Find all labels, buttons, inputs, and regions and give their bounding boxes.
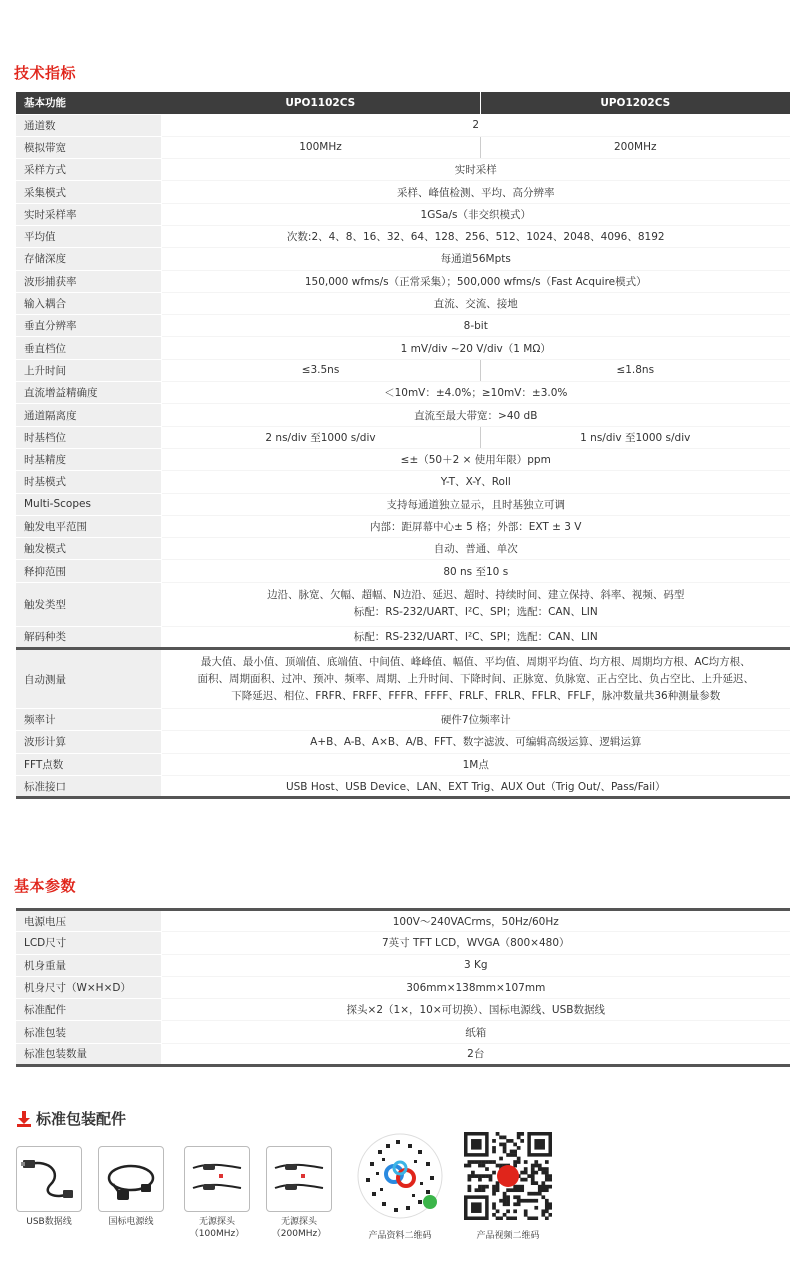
spec-value: ≤±（50＋2 × 使用年限）ppm <box>161 448 790 470</box>
spec-value: 采样、峰值检测、平均、高分辨率 <box>161 181 790 203</box>
spec-key: 波形计算 <box>16 731 161 753</box>
spec-row <box>16 292 790 314</box>
spec-row <box>16 248 790 270</box>
spec-key: 释抑范围 <box>16 560 161 582</box>
spec-key: 直流增益精确度 <box>16 382 161 404</box>
spec-value-model-1: 100MHz <box>161 136 480 158</box>
spec-value: 标配：RS-232/UART、I²C、SPI；选配：CAN、LIN <box>161 626 790 648</box>
spec-row <box>16 626 790 648</box>
product-docs-qr[interactable] <box>350 1132 450 1241</box>
spec-row <box>16 225 790 247</box>
spec-row <box>16 560 790 582</box>
basic-section-title: 基本参数 <box>14 877 77 895</box>
accessory-power-cord <box>98 1146 164 1228</box>
accessory-label <box>266 1216 332 1240</box>
spec-key: 触发电平范围 <box>16 515 161 537</box>
mini-program-qr-icon <box>356 1132 444 1220</box>
accessory-probe-200 <box>266 1146 332 1240</box>
spec-row <box>16 515 790 537</box>
basic-value: 2台 <box>161 1043 790 1065</box>
power-cord-icon <box>98 1146 164 1212</box>
accessory-label-line2: （100MHz） <box>189 1229 245 1239</box>
spec-key: 标准接口 <box>16 775 161 797</box>
spec-key: 时基档位 <box>16 426 161 448</box>
spec-value: 80 ns 至10 s <box>161 560 790 582</box>
spec-value: 2 <box>161 114 790 136</box>
spec-value: 次数:2、4、8、16、32、64、128、256、512、1024、2048、4096、8192 <box>161 225 790 247</box>
header-model-1: UPO1102CS <box>161 92 480 114</box>
spec-row <box>16 203 790 225</box>
spec-key: 触发模式 <box>16 538 161 560</box>
product-video-qr[interactable] <box>458 1132 558 1241</box>
spec-row <box>16 493 790 515</box>
accessories-title-text: 标准包装配件 <box>36 1110 127 1128</box>
spec-value-model-2: ≤1.8ns <box>480 359 790 381</box>
spec-key: 时基精度 <box>16 448 161 470</box>
header-model-2: UPO1202CS <box>480 92 790 114</box>
basic-row <box>16 976 790 998</box>
spec-value-line: 下降延迟、相位、FRFR、FRFF、FFFR、FFFF、FRLF、FRLR、FFLR、FFLF，脉冲数量共36种测量参数 <box>231 689 721 702</box>
spec-key: 通道隔离度 <box>16 404 161 426</box>
spec-row <box>16 136 790 158</box>
spec-row <box>16 181 790 203</box>
spec-row <box>16 426 790 448</box>
spec-value: 每通道56Mpts <box>161 248 790 270</box>
spec-value: USB Host、USB Device、LAN、EXT Trig、AUX Out（Trig Out/、Pass/Fail） <box>161 775 790 797</box>
spec-row <box>16 404 790 426</box>
basic-row <box>16 932 790 954</box>
basic-row <box>16 1043 790 1065</box>
spec-key: 触发类型 <box>16 582 161 626</box>
qr-label: 产品资料二维码 <box>368 1231 432 1241</box>
basic-key: 机身尺寸（W×H×D） <box>16 976 161 998</box>
spec-value: 1M点 <box>161 753 790 775</box>
spec-key: 自动测量 <box>16 649 161 709</box>
accessory-label: 国标电源线 <box>108 1217 154 1227</box>
accessories-title <box>16 1108 126 1129</box>
spec-key: 波形捕获率 <box>16 270 161 292</box>
spec-key: 垂直档位 <box>16 337 161 359</box>
basic-row <box>16 1021 790 1043</box>
spec-key: 实时采样率 <box>16 203 161 225</box>
spec-key: 采样方式 <box>16 159 161 181</box>
probe-icon <box>266 1146 332 1212</box>
spec-value: A+B、A-B、A×B、A/B、FFT、数字滤波、可编辑高级运算、逻辑运算 <box>161 731 790 753</box>
spec-value: Y-T、X-Y、Roll <box>161 471 790 493</box>
spec-key: 频率计 <box>16 709 161 731</box>
basic-key: 标准配件 <box>16 999 161 1021</box>
spec-key: 垂直分辨率 <box>16 315 161 337</box>
accessory-usb-cable <box>16 1146 82 1228</box>
basic-key: 电源电压 <box>16 910 161 932</box>
spec-row <box>16 775 790 797</box>
spec-value: 支持每通道独立显示，且时基独立可调 <box>161 493 790 515</box>
spec-key: 上升时间 <box>16 359 161 381</box>
spec-row <box>16 731 790 753</box>
spec-section-title: 技术指标 <box>14 64 77 82</box>
basic-params-table <box>16 908 790 1067</box>
spec-row <box>16 359 790 381</box>
spec-row <box>16 753 790 775</box>
basic-row <box>16 999 790 1021</box>
spec-value-model-1: ≤3.5ns <box>161 359 480 381</box>
qr-label: 产品视频二维码 <box>476 1231 540 1241</box>
spec-key: 时基模式 <box>16 471 161 493</box>
spec-value-model-2: 200MHz <box>480 136 790 158</box>
spec-value: 8-bit <box>161 315 790 337</box>
spec-row <box>16 649 790 709</box>
spec-key: 输入耦合 <box>16 292 161 314</box>
basic-value: 7英寸 TFT LCD，WVGA（800×480） <box>161 932 790 954</box>
spec-key: FFT点数 <box>16 753 161 775</box>
spec-key: 平均值 <box>16 225 161 247</box>
basic-value: 纸箱 <box>161 1021 790 1043</box>
spec-value: ＜10mV：±4.0%；≥10mV：±3.0% <box>161 382 790 404</box>
spec-value-line: 边沿、脉宽、欠幅、超幅、N边沿、延迟、超时、持续时间、建立保持、斜率、视频、码型 <box>267 589 685 602</box>
spec-value: 内部：距屏幕中心± 5 格；外部：EXT ± 3 V <box>161 515 790 537</box>
spec-key: 模拟带宽 <box>16 136 161 158</box>
spec-key: 解码种类 <box>16 626 161 648</box>
spec-value <box>161 582 790 626</box>
basic-key: 标准包装数量 <box>16 1043 161 1065</box>
spec-value: 直流、交流、接地 <box>161 292 790 314</box>
spec-key: 采集模式 <box>16 181 161 203</box>
accessory-label-line1: 无源探头 <box>280 1217 317 1227</box>
basic-value: 100V～240VACrms，50Hz/60Hz <box>161 910 790 932</box>
spec-value: 1GSa/s（非交织模式） <box>161 203 790 225</box>
accessory-label <box>184 1216 250 1240</box>
spec-row <box>16 448 790 470</box>
spec-value: 150,000 wfms/s（正常采集）；500,000 wfms/s（Fast Acquire模式） <box>161 270 790 292</box>
accessory-label-line1: 无源探头 <box>198 1217 235 1227</box>
spec-value: 直流至最大带宽：>40 dB <box>161 404 790 426</box>
usb-cable-icon <box>16 1146 82 1212</box>
spec-value-model-1: 2 ns/div 至1000 s/div <box>161 426 480 448</box>
probe-icon <box>184 1146 250 1212</box>
spec-value <box>161 649 790 709</box>
spec-row <box>16 471 790 493</box>
accessory-probe-100 <box>184 1146 250 1240</box>
spec-row <box>16 582 790 626</box>
download-icon <box>16 1110 32 1128</box>
spec-value-line: 最大值、最小值、顶端值、底端值、中间值、峰峰值、幅值、平均值、周期平均值、均方根、周期均方根、AC均方根、 <box>200 655 751 668</box>
basic-value: 探头×2（1×，10×可切换）、国标电源线、USB数据线 <box>161 999 790 1021</box>
basic-key: 机身重量 <box>16 954 161 976</box>
spec-row <box>16 159 790 181</box>
spec-row <box>16 114 790 136</box>
spec-row <box>16 315 790 337</box>
spec-value-model-2: 1 ns/div 至1000 s/div <box>480 426 790 448</box>
spec-value: 1 mV/div ~20 V/div（1 MΩ） <box>161 337 790 359</box>
spec-value-line: 标配：RS-232/UART、I²C、SPI；选配：CAN、LIN <box>353 606 598 619</box>
spec-row <box>16 337 790 359</box>
spec-key: Multi-Scopes <box>16 493 161 515</box>
spec-key: 存储深度 <box>16 248 161 270</box>
accessory-label-line2: （200MHz） <box>271 1229 327 1239</box>
spec-value: 实时采样 <box>161 159 790 181</box>
spec-value: 硬件7位频率计 <box>161 709 790 731</box>
spec-value-line: 面积、周期面积、过冲、预冲、频率、周期、上升时间、下降时间、正脉宽、负脉宽、正占空比、负占空比、上升延迟、 <box>197 672 754 685</box>
spec-row <box>16 709 790 731</box>
basic-key: 标准包装 <box>16 1021 161 1043</box>
basic-key: LCD尺寸 <box>16 932 161 954</box>
spec-value: 自动、普通、单次 <box>161 538 790 560</box>
basic-value: 3 Kg <box>161 954 790 976</box>
accessory-label: USB数据线 <box>26 1217 72 1227</box>
spec-row <box>16 538 790 560</box>
spec-row <box>16 382 790 404</box>
basic-row <box>16 954 790 976</box>
spec-table-header <box>16 92 790 114</box>
spec-row <box>16 270 790 292</box>
basic-value: 306mm×138mm×107mm <box>161 976 790 998</box>
basic-row <box>16 910 790 932</box>
spec-table <box>16 92 790 799</box>
spec-key: 通道数 <box>16 114 161 136</box>
qr-code-icon <box>464 1132 552 1220</box>
header-function: 基本功能 <box>16 92 161 114</box>
